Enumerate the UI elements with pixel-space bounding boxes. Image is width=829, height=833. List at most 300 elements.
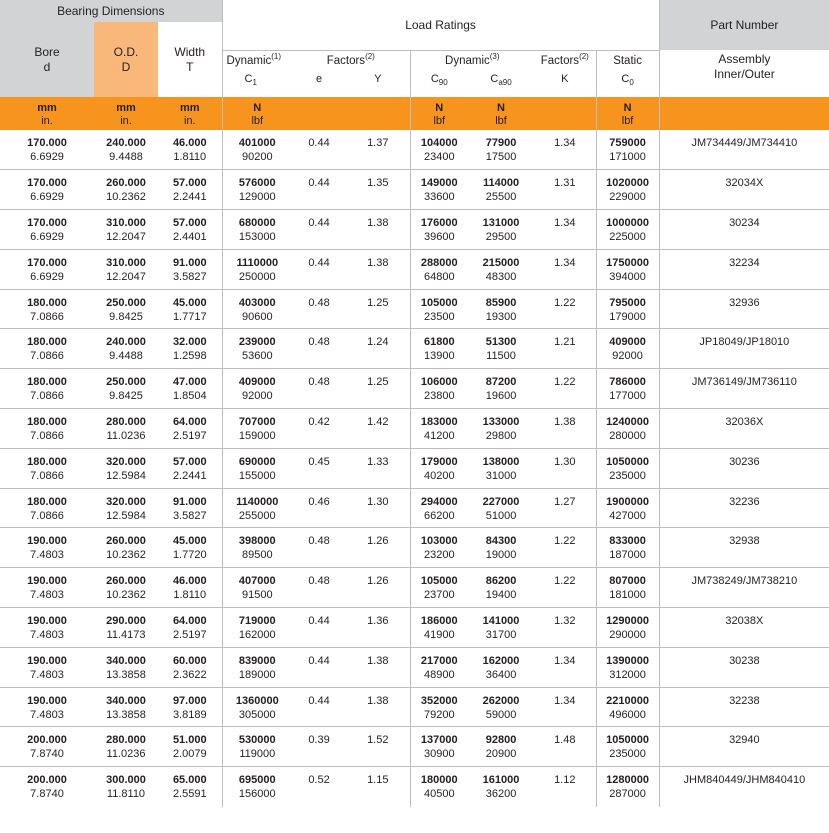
cell-c1-bottom: 155000 — [238, 469, 276, 482]
cell-c90-bottom: 23200 — [423, 549, 455, 562]
cell-od-bottom: 10.2362 — [106, 191, 146, 204]
cell-ca90 — [468, 767, 534, 807]
cell-c90-top: 137000 — [420, 734, 458, 747]
cell-bore — [0, 369, 94, 409]
unit-od: mm in. — [94, 97, 158, 130]
cell-y: 1.25 — [346, 289, 410, 329]
cell-part-number: 32036X — [659, 409, 829, 449]
cell-ca90-bottom: 29800 — [485, 430, 517, 443]
cell-ca90 — [468, 409, 534, 449]
cell-bore-top: 170.000 — [27, 137, 67, 149]
cell-bore — [0, 687, 94, 727]
cell-c90-bottom: 39600 — [423, 231, 455, 244]
cell-od-bottom: 13.3858 — [106, 708, 146, 721]
cell-ca90 — [468, 568, 534, 608]
cell-ca90 — [468, 488, 534, 528]
cell-width-top: 91.000 — [172, 256, 207, 269]
cell-c90-bottom: 23700 — [423, 589, 455, 602]
cell-c1 — [222, 329, 292, 369]
cell-part-number: JHM840449/JHM840410 — [659, 767, 829, 807]
part-number-header: Part Number — [659, 0, 829, 50]
static-header: Static — [596, 50, 659, 72]
cell-c1-bottom: 189000 — [238, 668, 276, 681]
cell-od — [94, 727, 158, 767]
cell-od-bottom: 12.2047 — [106, 231, 146, 244]
cell-c90-top: 183000 — [420, 416, 458, 429]
cell-c0 — [596, 568, 659, 608]
cell-ca90-top: 162000 — [482, 654, 520, 667]
cell-od-top: 280.000 — [106, 416, 146, 429]
cell-k: 1.21 — [534, 329, 596, 369]
cell-ca90 — [468, 210, 534, 250]
table-row — [0, 568, 829, 608]
cell-c90-top: 179000 — [420, 455, 458, 468]
cell-c90 — [410, 528, 468, 568]
cell-bore-top: 180.000 — [27, 336, 67, 349]
cell-c0-top: 807000 — [609, 575, 646, 588]
cell-c0 — [596, 329, 659, 369]
cell-bore-bottom: 7.0866 — [30, 469, 64, 482]
cell-ca90-top: 215000 — [482, 256, 520, 269]
cell-ca90 — [468, 289, 534, 329]
cell-bore-top: 180.000 — [27, 495, 67, 508]
cell-part-number: 32038X — [659, 608, 829, 648]
cell-width-bottom: 3.8189 — [172, 708, 207, 721]
cell-c0 — [596, 727, 659, 767]
cell-od-top: 240.000 — [106, 336, 146, 349]
cell-c90-top: 105000 — [420, 296, 458, 309]
cell-c0 — [596, 249, 659, 289]
cell-bore-top: 180.000 — [27, 376, 67, 389]
cell-c0 — [596, 488, 659, 528]
cell-od-bottom: 9.4488 — [109, 350, 143, 363]
cell-od-bottom: 11.8110 — [106, 788, 146, 801]
cell-c1-bottom: 53600 — [241, 350, 273, 363]
cell-c90-top: 180000 — [420, 774, 458, 787]
cell-y: 1.37 — [346, 130, 410, 170]
cell-ca90-top: 86200 — [485, 575, 517, 588]
cell-od-top: 250.000 — [106, 376, 146, 389]
cell-ca90 — [468, 528, 534, 568]
cell-c0-bottom: 235000 — [609, 748, 646, 761]
cell-width-top: 57.000 — [172, 177, 207, 190]
cell-y: 1.38 — [346, 647, 410, 687]
cell-part-number: JP18049/JP18010 — [659, 329, 829, 369]
cell-od-top: 260.000 — [106, 575, 146, 588]
cell-width-bottom: 3.5827 — [172, 270, 207, 283]
cell-c90 — [410, 647, 468, 687]
table-row — [0, 249, 829, 289]
cell-width-top: 45.000 — [172, 535, 207, 548]
cell-bore-bottom: 7.0866 — [30, 310, 64, 323]
cell-c0-top: 1280000 — [606, 774, 649, 787]
cell-e: 0.44 — [292, 647, 346, 687]
cell-ca90-bottom: 36200 — [485, 788, 517, 801]
cell-c90-bottom: 40200 — [423, 469, 455, 482]
cell-y: 1.38 — [346, 210, 410, 250]
table-row — [0, 608, 829, 648]
cell-c90-top: 103000 — [420, 535, 458, 548]
cell-bore — [0, 568, 94, 608]
table-row — [0, 528, 829, 568]
cell-c0-bottom: 290000 — [609, 629, 646, 642]
cell-bore-bottom: 7.4803 — [30, 549, 64, 562]
cell-ca90-top: 141000 — [482, 615, 520, 628]
cell-bore-top: 190.000 — [27, 694, 67, 707]
cell-c90-top: 352000 — [420, 694, 458, 707]
cell-k: 1.48 — [534, 727, 596, 767]
cell-width-bottom: 2.5591 — [172, 788, 207, 801]
cell-od-top: 320.000 — [106, 495, 146, 508]
cell-width-top: 45.000 — [172, 296, 207, 309]
cell-od-top: 250.000 — [106, 296, 146, 309]
cell-c1-bottom: 90200 — [241, 151, 273, 163]
cell-c1-bottom: 89500 — [241, 549, 273, 562]
cell-c90 — [410, 210, 468, 250]
cell-k: 1.32 — [534, 608, 596, 648]
width-header: Width T — [174, 44, 206, 74]
cell-c0-bottom: 312000 — [609, 668, 646, 681]
cell-e: 0.48 — [292, 568, 346, 608]
cell-ca90-top: 92800 — [485, 734, 517, 747]
cell-ca90-bottom: 19400 — [485, 589, 517, 602]
cell-c1-top: 1110000 — [236, 256, 279, 269]
cell-y: 1.25 — [346, 369, 410, 409]
cell-od — [94, 448, 158, 488]
cell-c90 — [410, 329, 468, 369]
cell-part-number: 32236 — [659, 488, 829, 528]
cell-bore-top: 200.000 — [27, 774, 67, 787]
cell-width — [158, 329, 222, 369]
cell-c90 — [410, 568, 468, 608]
cell-bore-top: 170.000 — [27, 217, 67, 230]
cell-c0 — [596, 608, 659, 648]
cell-c0 — [596, 647, 659, 687]
unit-part — [659, 97, 829, 130]
cell-width — [158, 448, 222, 488]
cell-width-top: 64.000 — [172, 416, 207, 429]
cell-k: 1.34 — [534, 130, 596, 170]
cell-width — [158, 249, 222, 289]
cell-c1 — [222, 249, 292, 289]
cell-bore-bottom: 6.6929 — [30, 270, 64, 283]
cell-e: 0.44 — [292, 608, 346, 648]
cell-y: 1.36 — [346, 608, 410, 648]
cell-c90 — [410, 289, 468, 329]
units-row — [0, 97, 829, 130]
cell-k: 1.27 — [534, 488, 596, 528]
k-symbol: K — [561, 73, 569, 85]
cell-bore — [0, 608, 94, 648]
cell-c0-bottom: 187000 — [609, 549, 646, 562]
cell-e: 0.48 — [292, 369, 346, 409]
cell-c0-top: 795000 — [609, 296, 646, 309]
cell-c1-top: 407000 — [238, 575, 276, 588]
cell-c0 — [596, 409, 659, 449]
cell-od-top: 340.000 — [106, 654, 146, 667]
cell-c0-top: 409000 — [609, 336, 646, 349]
cell-c90-bottom: 13900 — [423, 350, 455, 363]
cell-c90-top: 106000 — [420, 376, 458, 389]
cell-part-number: 32238 — [659, 687, 829, 727]
cell-width-bottom: 2.5197 — [172, 629, 207, 642]
cell-bore-bottom: 7.8740 — [30, 788, 64, 801]
cell-part-number: JM736149/JM736110 — [659, 369, 829, 409]
cell-od-bottom: 9.8425 — [109, 310, 143, 323]
cell-width-top: 57.000 — [172, 455, 207, 468]
cell-od — [94, 289, 158, 329]
cell-bore-bottom: 7.4803 — [30, 629, 64, 642]
cell-c0-bottom: 235000 — [609, 469, 646, 482]
unit-c90: N lbf — [410, 97, 468, 130]
cell-width-bottom: 1.8504 — [172, 390, 207, 403]
cell-k: 1.22 — [534, 289, 596, 329]
cell-c1-top: 409000 — [238, 376, 276, 389]
unit-width: mm in. — [158, 97, 222, 130]
cell-ca90-bottom: 59000 — [485, 708, 517, 721]
cell-ca90-top: 114000 — [482, 177, 520, 190]
cell-e: 0.52 — [308, 774, 330, 787]
cell-bore-top: 190.000 — [27, 575, 67, 588]
cell-ca90 — [468, 329, 534, 369]
cell-c90 — [410, 727, 468, 767]
table-row — [0, 329, 829, 369]
cell-c0-top: 1750000 — [606, 256, 649, 269]
cell-c1-top: 707000 — [238, 416, 276, 429]
cell-ca90-top: 85900 — [485, 296, 517, 309]
unit-c1: N lbf — [222, 97, 292, 130]
cell-c1-bottom: 119000 — [239, 748, 276, 761]
cell-od-top: 290.000 — [106, 615, 146, 628]
cell-ca90 — [468, 687, 534, 727]
c90-symbol: $C_{90}$ — [410, 72, 468, 97]
cell-c90-bottom: 23400 — [423, 151, 455, 163]
cell-od-top: 300.000 — [106, 774, 146, 787]
cell-e: 0.44 — [292, 170, 346, 210]
cell-width-top: 91.000 — [172, 495, 207, 508]
cell-part-number: 32938 — [659, 528, 829, 568]
cell-width-bottom: 3.5827 — [172, 509, 207, 522]
cell-bore-top: 190.000 — [27, 654, 67, 667]
cell-k: 1.22 — [534, 568, 596, 608]
cell-part-number: 32034X — [659, 170, 829, 210]
cell-od — [94, 369, 158, 409]
cell-c90-top: 288000 — [420, 256, 458, 269]
cell-c0-top: 2210000 — [606, 694, 649, 707]
cell-y: 1.26 — [346, 528, 410, 568]
cell-bore-bottom: 7.4803 — [30, 668, 64, 681]
cell-width-top: 57.000 — [172, 217, 207, 230]
cell-od-bottom: 12.5984 — [106, 469, 146, 482]
cell-c90 — [410, 170, 468, 210]
table-body — [0, 130, 829, 807]
assembly-header: Assembly Inner/Outer — [659, 50, 829, 97]
cell-width-top: 97.000 — [172, 694, 207, 707]
cell-bore — [0, 488, 94, 528]
cell-ca90-bottom: 31000 — [485, 469, 517, 482]
cell-c90 — [410, 488, 468, 528]
cell-od-top: 260.000 — [106, 535, 146, 548]
cell-c90 — [410, 608, 468, 648]
cell-width-bottom: 1.8110 — [173, 151, 207, 163]
cell-bore-bottom: 6.6929 — [30, 231, 64, 244]
cell-c1 — [222, 608, 292, 648]
cell-c0-top: 833000 — [609, 535, 646, 548]
cell-bore-bottom: 7.0866 — [30, 350, 64, 363]
cell-y: 1.26 — [346, 568, 410, 608]
cell-ca90 — [468, 608, 534, 648]
dynamic1-header: Dynamic$^{(1)}$ — [222, 50, 292, 72]
cell-bore — [0, 727, 94, 767]
cell-c0-bottom: 181000 — [609, 589, 646, 602]
cell-c1-bottom: 153000 — [238, 231, 276, 244]
table-row — [0, 488, 829, 528]
cell-width-bottom: 2.3622 — [172, 668, 207, 681]
cell-c0-bottom: 171000 — [609, 151, 646, 163]
cell-c90-bottom: 64800 — [423, 270, 455, 283]
cell-c0-bottom: 92000 — [612, 350, 643, 363]
cell-od — [94, 409, 158, 449]
cell-bore — [0, 329, 94, 369]
cell-ca90-top: 84300 — [485, 535, 517, 548]
cell-k: 1.22 — [534, 528, 596, 568]
cell-width-bottom: 2.4401 — [172, 231, 207, 244]
cell-ca90-top: 227000 — [482, 495, 520, 508]
cell-od-top: 310.000 — [106, 217, 146, 230]
od-header: O.D. D — [94, 22, 158, 97]
cell-c1-bottom: 129000 — [238, 191, 276, 204]
cell-c1 — [222, 409, 292, 449]
cell-ca90-bottom: 51000 — [485, 509, 517, 522]
cell-od — [94, 329, 158, 369]
cell-c1 — [222, 568, 292, 608]
cell-bore-top: 170.000 — [27, 177, 67, 190]
cell-od-bottom: 12.5984 — [106, 509, 146, 522]
cell-c1-bottom: 305000 — [238, 708, 276, 721]
cell-c1-top: 839000 — [238, 654, 276, 667]
cell-c90 — [410, 448, 468, 488]
table-row — [0, 130, 829, 170]
cell-bore-bottom: 7.4803 — [30, 708, 64, 721]
cell-c0-bottom: 287000 — [609, 788, 646, 801]
cell-part-number: JM738249/JM738210 — [659, 568, 829, 608]
cell-width — [158, 210, 222, 250]
cell-y: 1.35 — [346, 170, 410, 210]
cell-od-bottom: 13.3858 — [106, 668, 146, 681]
cell-width — [158, 727, 222, 767]
cell-c90-top: 104000 — [420, 137, 458, 149]
cell-c0 — [596, 687, 659, 727]
table-row — [0, 170, 829, 210]
cell-e: 0.39 — [292, 727, 346, 767]
cell-bore — [0, 767, 94, 807]
cell-ca90-bottom: 17500 — [485, 151, 517, 163]
cell-bore-top: 190.000 — [27, 615, 67, 628]
cell-k: 1.31 — [534, 170, 596, 210]
cell-width-bottom: 2.2441 — [172, 469, 207, 482]
cell-y: 1.52 — [346, 727, 410, 767]
cell-od-top: 340.000 — [106, 694, 146, 707]
cell-part-number: 30234 — [659, 210, 829, 250]
cell-od-bottom: 9.4488 — [109, 151, 143, 163]
unit-c0: N lbf — [596, 97, 659, 130]
bore-header: Bore d — [0, 22, 94, 97]
cell-bore — [0, 130, 94, 170]
cell-c1-top: 403000 — [238, 296, 276, 309]
cell-c1-bottom: 250000 — [238, 270, 276, 283]
cell-c1-top: 680000 — [238, 217, 276, 230]
cell-y: 1.42 — [346, 409, 410, 449]
cell-e: 0.42 — [292, 409, 346, 449]
e-symbol: e — [315, 73, 323, 85]
cell-od — [94, 647, 158, 687]
unit-bore: mm in. — [0, 97, 94, 130]
cell-ca90-bottom: 19300 — [485, 310, 517, 323]
cell-c0 — [596, 767, 659, 807]
cell-ca90 — [468, 369, 534, 409]
cell-c90 — [410, 687, 468, 727]
cell-bore — [0, 448, 94, 488]
cell-ca90 — [468, 170, 534, 210]
table-row — [0, 687, 829, 727]
cell-c90-bottom: 41900 — [423, 629, 455, 642]
cell-c0 — [596, 528, 659, 568]
cell-bore — [0, 409, 94, 449]
cell-y: 1.30 — [346, 488, 410, 528]
cell-k: 1.34 — [534, 249, 596, 289]
cell-c0-top: 1020000 — [606, 177, 649, 190]
c0-symbol: $C_0$ — [596, 72, 659, 97]
cell-y: 1.15 — [367, 774, 389, 787]
cell-c90-bottom: 79200 — [423, 708, 455, 721]
cell-width — [158, 289, 222, 329]
cell-c0-bottom: 225000 — [609, 231, 646, 244]
cell-c1 — [222, 369, 292, 409]
cell-c1 — [222, 528, 292, 568]
cell-c1 — [222, 767, 292, 807]
cell-ca90 — [468, 130, 534, 170]
cell-c90-bottom: 48900 — [423, 668, 455, 681]
cell-c90 — [410, 249, 468, 289]
cell-width-top: 32.000 — [172, 336, 207, 349]
cell-c1-top: 690000 — [238, 455, 276, 468]
cell-c0-bottom: 177000 — [609, 390, 646, 403]
cell-c1-top: 695000 — [238, 774, 276, 787]
cell-bore-top: 190.000 — [27, 535, 67, 548]
cell-od-top: 260.000 — [106, 177, 146, 190]
cell-c1 — [222, 130, 292, 170]
cell-y: 1.38 — [346, 687, 410, 727]
cell-od-top: 320.000 — [106, 455, 146, 468]
cell-ca90-bottom: 11500 — [486, 350, 516, 363]
cell-od — [94, 130, 158, 170]
cell-width-bottom: 2.2441 — [172, 191, 207, 204]
cell-width — [158, 369, 222, 409]
cell-k: 1.34 — [534, 210, 596, 250]
cell-y: 1.24 — [346, 329, 410, 369]
cell-c0 — [596, 369, 659, 409]
cell-width-top: 51.000 — [172, 734, 207, 747]
cell-e: 0.48 — [292, 289, 346, 329]
cell-part-number: JM734449/JM734410 — [659, 130, 829, 170]
cell-c90-bottom: 23500 — [423, 310, 455, 323]
cell-c1-bottom: 162000 — [238, 629, 276, 642]
load-ratings-header: Load Ratings — [222, 0, 659, 50]
cell-width-bottom: 1.7720 — [172, 549, 207, 562]
cell-c0-top: 1050000 — [606, 734, 649, 747]
cell-c0-top: 1240000 — [606, 416, 649, 429]
cell-c90 — [410, 409, 468, 449]
